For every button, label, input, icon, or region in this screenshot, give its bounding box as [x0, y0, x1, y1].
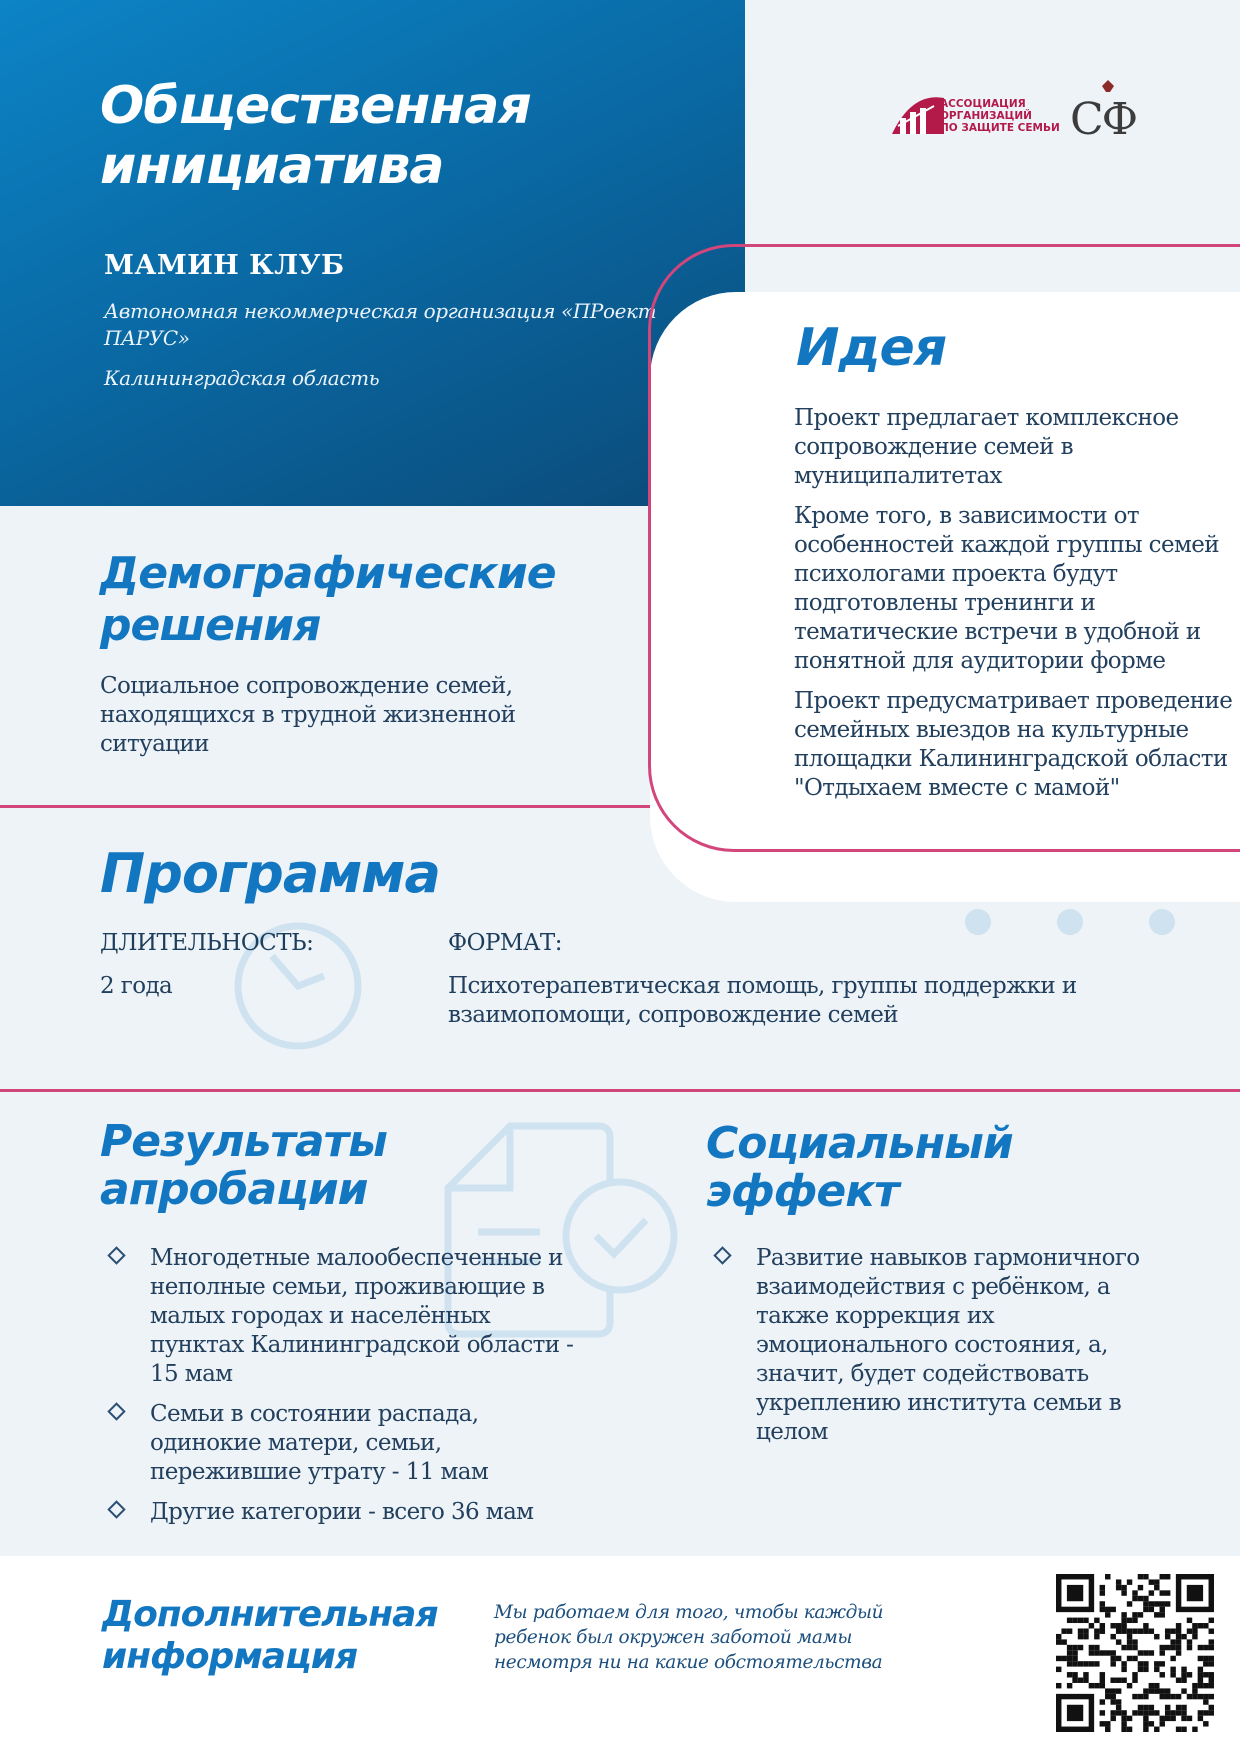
association-line-3: ПО ЗАЩИТЕ СЕМЬИ — [940, 122, 1060, 134]
divider — [0, 805, 650, 808]
qr-code-icon[interactable] — [1056, 1574, 1214, 1732]
page-title: Общественная инициатива — [100, 76, 531, 196]
diamond-bullet-icon — [107, 1500, 125, 1518]
list-item-text: Семьи в состоянии распада, одинокие матери, семьи, пережившие утрату - 11 мам — [150, 1401, 489, 1485]
list-item-text: Развитие навыков гармоничного взаимодействия с ребёнком, а также коррекция их эмоционального состояния, а, значит, будет содействовать укреплению института семьи в целом — [756, 1245, 1140, 1445]
program-heading: Программа — [100, 842, 440, 905]
idea-paragraph: Кроме того, в зависимости от особенностей каждой группы семей психологами проекта будут подготовлены тренинги и тематические встречи в удобной и понятной для аудитории форме — [794, 503, 1219, 674]
demography-text: Социальное сопровождение семей, находящихся в трудной жизненной ситуации — [100, 673, 516, 757]
format-value: Психотерапевтическая помощь, группы поддержки и взаимопомощи, сопровождение семей — [448, 973, 1077, 1028]
list-item — [716, 1244, 1166, 1447]
idea-heading: Идея — [796, 318, 947, 378]
list-item-text: Другие категории - всего 36 мам — [150, 1499, 534, 1525]
results-list — [110, 1244, 590, 1538]
idea-paragraph: Проект предусматривает проведение семейных выездов на культурные площадки Калининградской области "Отдыхаем вместе с мамой" — [794, 688, 1233, 801]
demography-heading: Демографические решения — [100, 548, 556, 651]
list-item — [110, 1400, 590, 1487]
divider — [0, 1089, 1240, 1092]
results-heading: Результаты апробации — [100, 1116, 387, 1215]
region-name: Калининградская область — [104, 366, 380, 390]
sf-logo-text: СФ — [1070, 94, 1137, 145]
list-item-text: Многодетные малообеспеченные и неполные семьи, проживающие в малых городах и населённых пунктах Калининградской области - 15 мам — [150, 1245, 574, 1387]
duration-label: ДЛИТЕЛЬНОСТЬ: — [100, 930, 314, 956]
duration-value: 2 года — [100, 973, 173, 999]
diamond-bullet-icon — [713, 1246, 731, 1264]
association-line-2: ОРГАНИЗАЦИЙ — [940, 110, 1032, 122]
social-list — [716, 1244, 1166, 1447]
list-item — [110, 1244, 590, 1389]
idea-paragraph: Проект предлагает комплексное сопровождение семей в муниципалитетах — [794, 405, 1179, 489]
diamond-bullet-icon — [107, 1246, 125, 1264]
network-dots-icon — [965, 909, 1175, 935]
footer-quote: Мы работаем для того, чтобы каждый ребенок был окружен заботой мамы несмотря ни на какие обстоятельства — [494, 1602, 884, 1673]
organization-name: Автономная некоммерческая организация «ПРоект ПАРУС» — [104, 299, 657, 350]
association-line-1: АССОЦИАЦИЯ — [940, 98, 1026, 110]
idea-text — [794, 404, 1234, 814]
social-heading: Социальный эффект — [706, 1118, 1013, 1217]
diamond-bullet-icon — [107, 1402, 125, 1420]
list-item — [110, 1498, 590, 1527]
format-label: ФОРМАТ: — [448, 930, 562, 956]
association-logo-text — [940, 98, 1060, 134]
footer-heading: Дополнительная информация — [102, 1594, 438, 1677]
project-name: МАМИН КЛУБ — [104, 250, 345, 281]
